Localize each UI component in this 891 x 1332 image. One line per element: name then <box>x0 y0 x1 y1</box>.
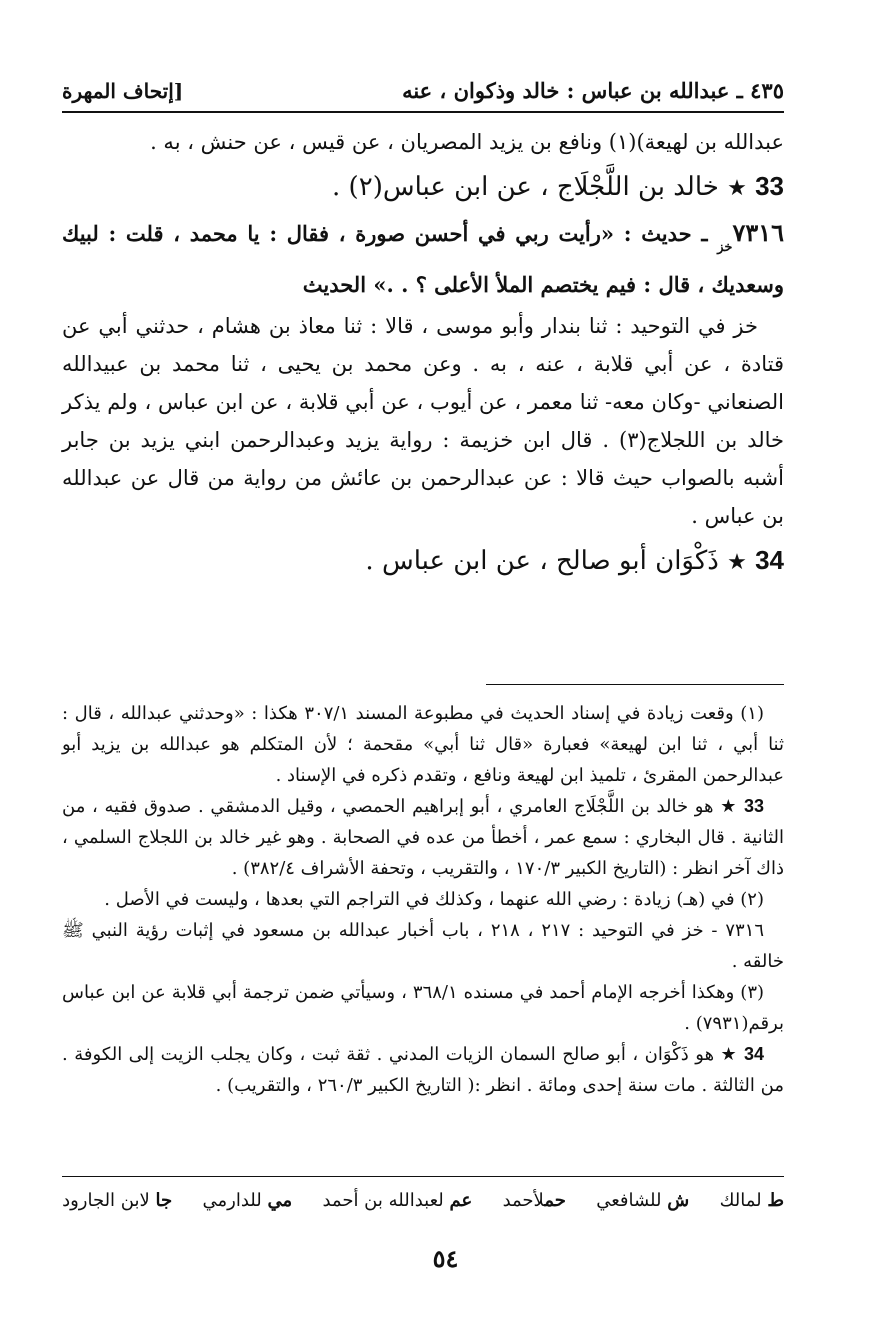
entry-33-number: 33 <box>755 171 784 201</box>
hadith-sigla: خز <box>717 240 733 255</box>
entry-33 <box>62 163 784 212</box>
entry-34-number: 34 <box>755 545 784 575</box>
isnad-text: خز في التوحيد : ثنا بندار وأبو موسى ، قالا : ثنا معاذ بن هشام ، حدثني أبي عن قتادة ، عن أبي قلابة ، عنه ، به . وعن محمد بن يحيى ، ثنا محمد بن عبيدالله الصنعاني -وكان معه- ثنا معمر ، عن أيوب ، عن أبي قلابة ، عن ابن عباس ، ولم يذكر خالد بن اللجلاج(٣) . قال ابن خزيمة : رواية يزيد وعبدالرحمن ابني يزيد بن جابر أشبه بالصواب حيث قالا : عن عبدالرحمن بن عائش من رواية من قال عن عبدالله بن عباس . <box>62 314 784 528</box>
star-icon: ★ <box>727 550 747 575</box>
footnote-34-number: 34 <box>743 1044 764 1064</box>
entry-34-title: ذَكْوَان أبو صالح ، عن ابن عباس . <box>365 546 719 576</box>
footnote-34 <box>62 1039 784 1101</box>
page <box>62 78 784 588</box>
hadith-number: ٧٣١٦ <box>732 218 784 247</box>
footnote-7316: ٧٣١٦ - خز في التوحيد : ٢١٧ ، ٢١٨ ، باب أخبار عبدالله بن مسعود في إثبات رؤية النبي ﷺ خالقه . <box>62 920 784 972</box>
header-left-title: [إتحاف المهرة <box>62 79 184 103</box>
abbr-item: مي للدارمي <box>202 1190 293 1211</box>
page-number: ٥٤ <box>432 1244 459 1273</box>
footnote-2: (٢) في (هـ) زيادة : رضي الله عنهما ، وكذلك في التراجم التي بعدها ، وليست في الأصل . <box>104 889 764 910</box>
abbr-item: حملأحمد <box>502 1190 566 1211</box>
abbreviation-separator <box>62 1176 784 1177</box>
abbr-item: ط لمالك <box>719 1190 784 1211</box>
footnote-33 <box>62 791 784 884</box>
star-icon: ★ <box>727 176 747 201</box>
abbr-item: جا لابن الجارود <box>62 1190 173 1211</box>
abbr-item: ش للشافعي <box>596 1190 690 1211</box>
entry-33-title: خالد بن اللَّجْلَاج ، عن ابن عباس(٢) . <box>332 172 719 202</box>
footnotes <box>62 698 784 1101</box>
footnote-34-text: ★ هو ذَكْوَان ، أبو صالح السمان الزيات المدني . ثقة ثبت ، وكان يجلب الزيت إلى الكوفة . من الثالثة . مات سنة إحدى ومائة . انظر :( التاريخ الكبير ٢٦٠/٣ ، والتقريب) . <box>62 1044 784 1096</box>
running-header <box>62 78 784 113</box>
entry-34 <box>62 537 784 586</box>
footnote-1: (١) وقعت زيادة في إسناد الحديث في مطبوعة المسند ٣٠٧/١ هكذا : «وحدثني عبدالله ، قال : ثنا أبي ، ثنا ابن لهيعة» فعبارة «قال ثنا أبي» مقحمة ؛ لأن المتكلم هو عبدالله بن يزيد أبو عبدالرحمن المقرئ ، تلميذ ابن لهيعة ونافع ، وتقدم ذكره في الإسناد . <box>62 703 784 786</box>
header-right-title: ٤٣٥ ـ عبدالله بن عباس : خالد وذكوان ، عنه <box>402 78 784 103</box>
abbreviation-key <box>62 1190 784 1211</box>
hadith-text: ـ حديث : «رأيت ربي في أحسن صورة ، فقال : يا محمد ، قلت : لبيك وسعديك ، قال : فيم يختصم الملأ الأعلى ؟ . .» الحديث <box>62 221 784 297</box>
footnote-separator <box>486 684 784 685</box>
footnote-3: (٣) وهكذا أخرجه الإمام أحمد في مسنده ٣٦٨/١ ، وسيأتي ضمن ترجمة أبي قلابة عن ابن عباس برقم(٧٩٣١) . <box>62 982 784 1034</box>
hadith-7316 <box>62 214 784 303</box>
footnote-33-text: ★ هو خالد بن اللَّجْلَاج العامري ، أبو إبراهيم الحمصي ، وقيل الدمشقي . صدوق فقيه ، من الثانية . قال البخاري : سمع عمر ، أخطأ من عده في الصحابة . وهو غير خالد بن اللجلاج السلمي ، ذاك آخر انظر : (التاريخ الكبير ١٧٠/٣ ، والتقريب ، وتحفة الأشراف ٣٨٢/٤) . <box>62 796 784 879</box>
abbr-item: عم لعبدالله بن أحمد <box>322 1190 473 1211</box>
footnote-33-number: 33 <box>743 796 764 816</box>
main-text <box>62 123 784 586</box>
continuation-line: عبدالله بن لهيعة)(١) ونافع بن يزيد المصريان ، عن قيس ، عن حنش ، به . <box>150 130 784 154</box>
